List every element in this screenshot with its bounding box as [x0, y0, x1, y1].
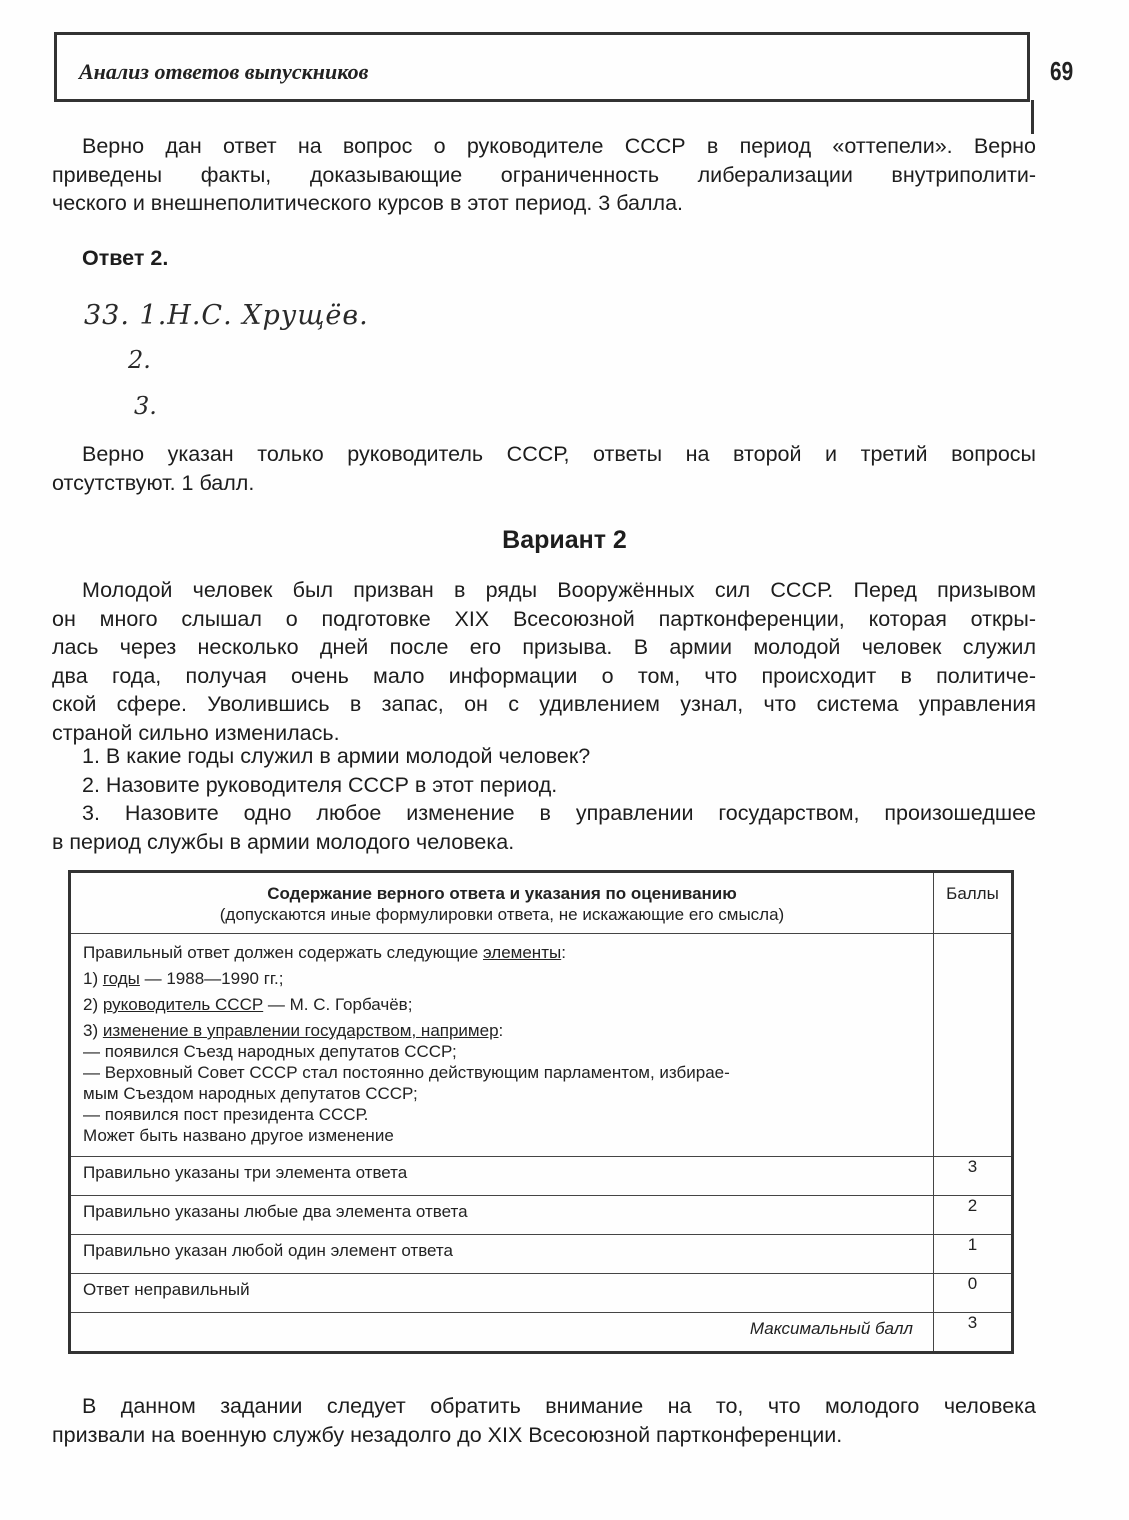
max-score-value: 3 — [934, 1313, 1013, 1353]
variant-title: Вариант 2 — [502, 526, 627, 554]
text-line: Молодой человек был призван в ряды Вооружённых сил СССР. Перед призывом — [82, 578, 1036, 602]
intro-paragraph — [52, 132, 1036, 218]
text-line: 3. Назовите одно любое изменение в управлении государством, произошедшее — [82, 801, 1036, 825]
criterion-score: 3 — [934, 1157, 1013, 1196]
element-3-item: мым Съездом народных депутатов СССР; — [83, 1084, 418, 1103]
max-score-label: Максимальный балл — [70, 1313, 934, 1353]
answer-2-comment — [52, 440, 1036, 497]
question-list — [52, 742, 1036, 856]
text-line: приведены факты, доказывающие ограниченность либерализации внутриполити- — [52, 162, 1036, 187]
running-header-box — [54, 32, 1030, 102]
text-line: два года, получая очень мало информации о том, что происходит в политиче- — [52, 663, 1036, 688]
text-line: в период службы в армии молодого человека. — [52, 829, 515, 854]
criterion-score: 0 — [934, 1274, 1013, 1313]
answer-elements-cell — [70, 934, 934, 1157]
element-3-item: — появился пост президента СССР. — [83, 1105, 369, 1124]
text-line: Верно указан только руководитель СССР, ответы на второй и третий вопросы — [82, 442, 1036, 466]
question-item: 2. Назовите руководителя СССР в этот период. — [82, 772, 558, 797]
question-item — [52, 799, 1036, 856]
text-line: призвали на военную службу незадолго до XIX Всесоюзной партконференции. — [52, 1422, 843, 1447]
table-row — [70, 1157, 1013, 1196]
text-line: В данном задании следует обратить внимание на то, что молодого человека — [82, 1394, 1036, 1418]
element-3-item: — появился Съезд народных депутатов СССР; — [83, 1042, 457, 1061]
header-rule-tick — [1031, 100, 1034, 134]
element-2: 2) руководитель СССР — М. С. Горбачёв; — [83, 995, 413, 1014]
criterion-text: Правильно указаны три элемента ответа — [70, 1157, 934, 1196]
table-row — [70, 1274, 1013, 1313]
table-header-row — [70, 872, 1013, 934]
running-header-title: Анализ ответов выпускников — [79, 59, 369, 84]
text-line: ской сфере. Уволившись в запас, он с удивлением узнал, что система управления — [52, 692, 1036, 716]
text-line: страной сильно изменилась. — [52, 720, 340, 745]
header-content-title: Содержание верного ответа и указания по оцениванию — [267, 884, 737, 903]
elements-row — [70, 934, 1013, 1157]
criterion-score: 1 — [934, 1235, 1013, 1274]
answer-2-title: Ответ 2. — [82, 246, 169, 270]
criterion-score: 2 — [934, 1196, 1013, 1235]
text-line: Верно дан ответ на вопрос о руководителе СССР в период «оттепели». Верно — [82, 134, 1036, 158]
max-score-row — [70, 1313, 1013, 1353]
elements-outro: Может быть названо другое изменение — [83, 1126, 394, 1145]
handwritten-answer-1: 33. 1.Н.С. Хрущёв. — [84, 300, 369, 331]
task-text — [52, 576, 1036, 747]
text-line: он много слышал о подготовке XIX Всесоюзной партконференции, которая откры- — [52, 606, 1036, 631]
grading-table — [68, 870, 1014, 1354]
handwritten-answer-3: 3. — [134, 392, 157, 420]
text-line: отсутствуют. 1 балл. — [52, 470, 255, 495]
element-1: 1) годы — 1988—1990 гг.; — [83, 969, 284, 988]
elements-intro: Правильный ответ должен содержать следующие элементы: — [83, 943, 566, 962]
handwritten-answer-2: 2. — [128, 346, 151, 374]
closing-paragraph — [52, 1392, 1036, 1449]
criterion-text: Ответ неправильный — [70, 1274, 934, 1313]
element-3: 3) изменение в управлении государством, например: — [83, 1021, 504, 1040]
table-row — [70, 1196, 1013, 1235]
header-points-cell: Баллы — [934, 872, 1013, 934]
text-line: ческого и внешнеполитического курсов в этот период. 3 балла. — [52, 191, 684, 215]
header-content-note: (допускаются иные формулировки ответа, не искажающие его смысла) — [219, 905, 785, 924]
elements-points-cell — [934, 934, 1013, 1157]
header-content-cell — [70, 872, 934, 934]
element-3-item: — Верховный Совет СССР стал постоянно действующим парламентом, избирае- — [83, 1063, 730, 1082]
page-number: 69 — [1050, 56, 1074, 86]
criterion-text: Правильно указаны любые два элемента ответа — [70, 1196, 934, 1235]
criterion-text: Правильно указан любой один элемент ответа — [70, 1235, 934, 1274]
question-item: 1. В какие годы служил в армии молодой человек? — [82, 744, 591, 768]
text-line: лась через несколько дней после его призыва. В армии молодой человек служил — [52, 635, 1036, 659]
table-row — [70, 1235, 1013, 1274]
